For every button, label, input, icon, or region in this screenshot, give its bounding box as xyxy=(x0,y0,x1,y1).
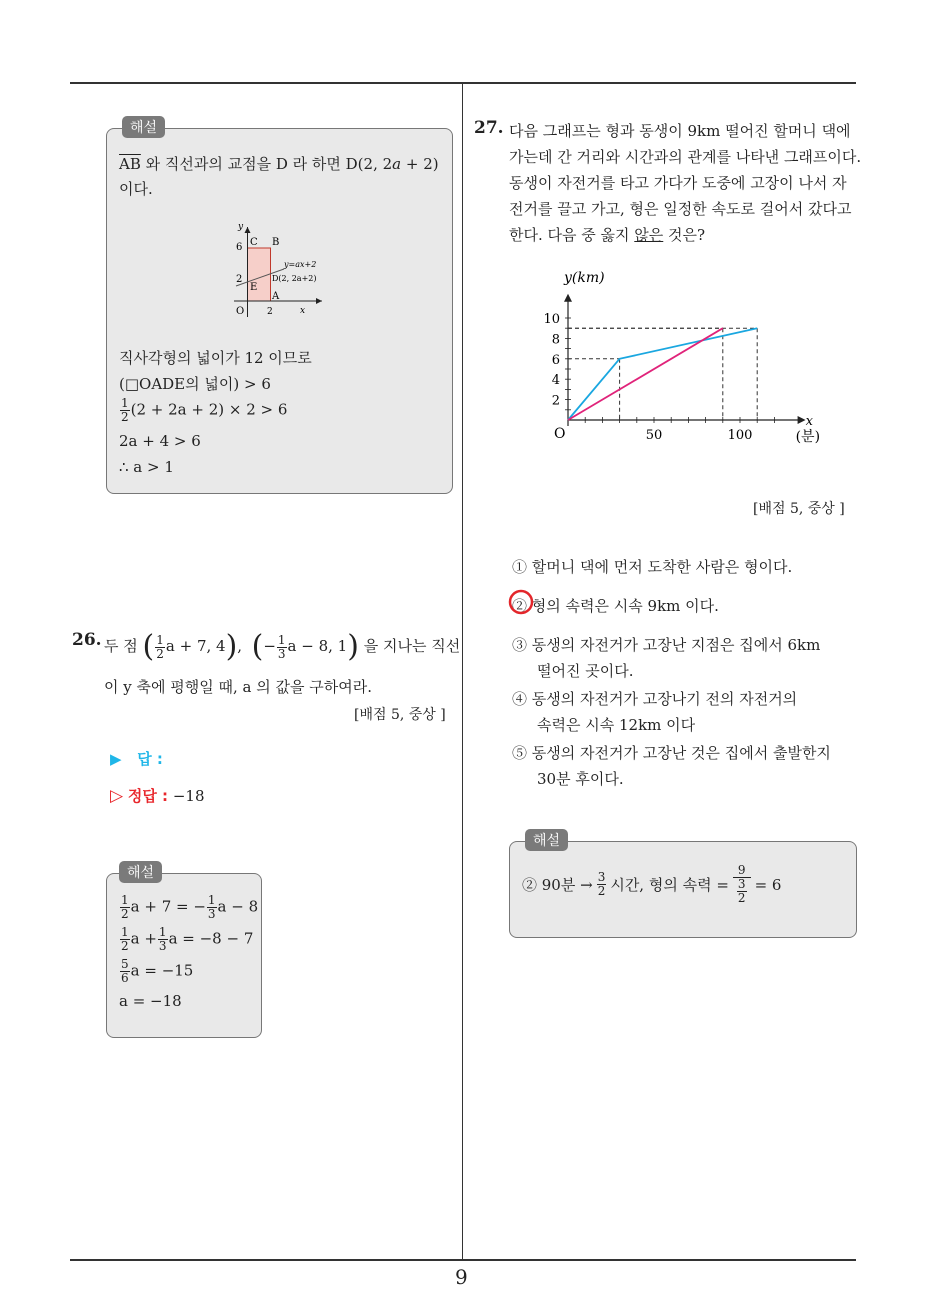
page-number: 9 xyxy=(455,1265,468,1289)
choice-4[interactable]: ④ 동생의 자전거가 고장나기 전의 자전거의 xyxy=(512,690,798,708)
point-A: A xyxy=(272,291,280,302)
choice-2-mark: ② xyxy=(512,597,528,615)
play-arrow-icon: ▶ xyxy=(110,750,122,768)
choice-4-cont: 속력은 시속 12km 이다 xyxy=(537,716,696,734)
solution-line: (□OADE의 넓이) > 6 xyxy=(119,375,271,393)
solution-tag: 해설 xyxy=(122,116,165,138)
tick-y2: 2 xyxy=(236,274,243,285)
x-axis-unit: (분) xyxy=(795,429,821,445)
choice-3[interactable]: ③ 동생의 자전거가 고장난 지점은 집에서 6km xyxy=(512,636,821,654)
solution-line: $\overline{AB}$ 와 직선과의 교점을 D 라 하면 D(2, 2a + 2) xyxy=(119,155,439,173)
choice-2[interactable] xyxy=(512,595,719,616)
question-26-line2: 이 y 축에 평행일 때, a 의 값을 구하여라. xyxy=(104,678,372,696)
y-tick-label: 2 xyxy=(551,393,560,409)
x-axis-label: x xyxy=(300,306,306,316)
x-axis-title: x xyxy=(805,414,813,429)
question-26-meta: [배점 5, 중상 ] xyxy=(354,707,446,723)
solution-box-25 xyxy=(106,120,453,494)
correct-label: 정답 : xyxy=(127,787,169,805)
solution-line: $\frac{1}{2}$ (2 + 2a + 2) × 2 > 6 xyxy=(121,396,288,424)
solution-line: 이다. xyxy=(119,180,153,198)
question-27-line: 다음 그래프는 형과 동생이 9km 떨어진 할머니 댁에 xyxy=(509,122,851,140)
choice-5[interactable]: ⑤ 동생의 자전거가 고장난 것은 집에서 출발한지 xyxy=(512,744,831,762)
point-C: C xyxy=(250,237,258,248)
point-B: B xyxy=(272,237,280,248)
y-tick-label: 10 xyxy=(543,312,560,327)
solution-box-27 xyxy=(509,833,857,938)
y-tick-label: 4 xyxy=(551,373,560,389)
solution-tag: 해설 xyxy=(119,861,162,883)
question-26-line1: 두 점 ( $\frac{1}{2}$ a + 7, 4), (− $\frac{1}{3}$ a − 8, 1) 을 지나는 직선 xyxy=(104,629,461,664)
bottom-rule xyxy=(70,1259,856,1261)
solution-line: $\frac{5}{6}$ a = −15 xyxy=(121,957,194,985)
x-tick-label: 100 xyxy=(727,428,753,443)
tick-y6: 6 xyxy=(236,242,243,253)
correct-answer-row xyxy=(110,785,205,806)
origin-label: O xyxy=(554,426,566,442)
solution-line: ∴ a > 1 xyxy=(119,458,174,476)
choice-3-cont: 떨어진 곳이다. xyxy=(537,662,634,680)
answer-row xyxy=(110,748,163,769)
series-line-1 xyxy=(568,328,757,420)
y-tick-label: 6 xyxy=(551,352,560,368)
question-27-line: 가는데 간 거리와 시간과의 관계를 나타낸 그래프이다. xyxy=(509,148,862,166)
correct-circle-icon xyxy=(507,588,535,616)
tick-x2: 2 xyxy=(267,307,273,317)
question-27-meta: [배점 5, 중상 ] xyxy=(753,501,845,517)
question-number-26: 26. xyxy=(72,630,102,650)
question-27-line: 한다. 다음 중 옳지 않은 것은? xyxy=(509,226,706,244)
solution-line: $\frac{1}{2}$ a + 7 = − $\frac{1}{3}$ a − 8 xyxy=(121,893,259,921)
x-axis-arrow xyxy=(798,416,806,424)
column-divider xyxy=(462,83,463,1260)
solution-box-26 xyxy=(106,865,262,1038)
y-axis-title: y(km) xyxy=(564,270,605,286)
choice-1[interactable]: ① 할머니 댁에 먼저 도착한 사람은 형이다. xyxy=(512,558,793,576)
line-label: y=ax+2 xyxy=(284,260,317,269)
y-axis-arrow xyxy=(564,294,572,302)
point-E: E xyxy=(250,282,258,293)
rectangle-diagram xyxy=(222,217,352,321)
solution-line: 2a + 4 > 6 xyxy=(119,432,201,450)
question-27-line: 동생이 자전거를 타고 가다가 도중에 고장이 나서 자 xyxy=(509,174,847,192)
y-axis-label: y xyxy=(238,222,244,232)
solution-line: a = −18 xyxy=(119,992,182,1010)
solution-line: ② 90분 → $\frac{3}{2}$ 시간, 형의 속력 = 9 3 2 = 6 xyxy=(522,863,782,905)
outline-arrow-icon: ▷ xyxy=(110,786,124,806)
choice-5-cont: 30분 후이다. xyxy=(537,770,624,788)
correct-value: −18 xyxy=(172,787,205,805)
point-D: D(2, 2a+2) xyxy=(272,274,317,283)
origin-label: O xyxy=(236,306,245,317)
series-line-2 xyxy=(568,328,723,420)
solution-tag: 해설 xyxy=(525,829,568,851)
solution-line: $\frac{1}{2}$ a + $\frac{1}{3}$ a = −8 − 7 xyxy=(121,925,254,953)
answer-label: 답 : xyxy=(137,750,163,768)
question-number-27: 27. xyxy=(474,118,504,138)
choice-2-text: 형의 속력은 시속 9km 이다. xyxy=(531,597,719,615)
distance-time-chart xyxy=(530,262,830,457)
solution-line: 직사각형의 넓이가 12 이므로 xyxy=(119,349,312,367)
question-27-line: 전거를 끌고 가고, 형은 일정한 속도로 걸어서 갔다고 xyxy=(509,200,852,218)
x-tick-label: 50 xyxy=(645,428,663,443)
y-tick-label: 8 xyxy=(551,332,560,348)
